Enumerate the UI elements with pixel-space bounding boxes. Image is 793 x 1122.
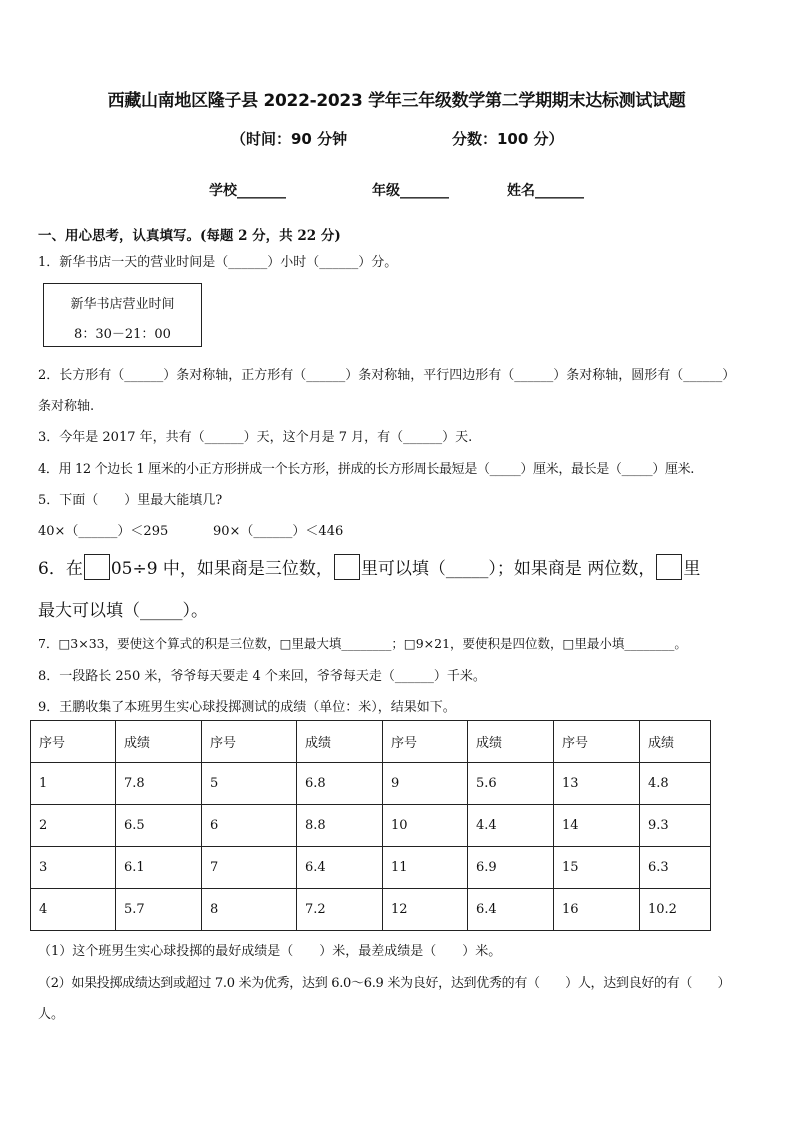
table-cell: 12 [383,889,468,931]
scores-table [30,720,711,931]
table-cell: 6.3 [640,847,711,889]
question-8: 8．一段路长 250 米，爷爷每天要走 4 个来回，爷爷每天走（______）千米。 [38,669,486,684]
table-cell: 1 [31,763,116,805]
table-cell: 6.8 [297,763,383,805]
blank-square-icon [84,554,110,580]
question-5: 5．下面（ ）里最大能填几? [38,493,223,508]
table-cell: 14 [554,805,640,847]
table-cell: 13 [554,763,640,805]
table-header-cell: 序号 [31,721,116,763]
table-header-cell: 序号 [554,721,640,763]
grade-field: 年级_______ [372,183,449,199]
exam-score: 分数：100 分） [452,130,564,148]
table-header-cell: 序号 [202,721,297,763]
question-5a: 40×（______）＜295 [38,524,169,539]
business-hours-title: 新华书店营业时间 [70,297,175,312]
question-9-1: （1）这个班男生实心球投掷的最好成绩是（ ）米，最差成绩是（ ）米。 [38,944,502,959]
table-cell: 7 [202,847,297,889]
table-cell: 9 [383,763,468,805]
table-cell: 11 [383,847,468,889]
question-9: 9．王鹏收集了本班男生实心球投掷测试的成绩（单位：米），结果如下。 [38,700,456,715]
table-cell: 7.2 [297,889,383,931]
table-header-cell: 成绩 [116,721,202,763]
page-title: 西藏山南地区隆子县 2022-2023 学年三年级数学第二学期期末达标测试试题 [107,91,686,111]
question-6-cont: 最大可以填（_____）。 [38,601,208,621]
table-cell: 15 [554,847,640,889]
table-cell: 16 [554,889,640,931]
table-header-cell: 成绩 [468,721,554,763]
table-cell: 9.3 [640,805,711,847]
table-cell: 8.8 [297,805,383,847]
question-2-cont: 条对称轴. [38,399,95,414]
table-cell: 5 [202,763,297,805]
table-cell: 5.6 [468,763,554,805]
question-7: 7．□3×33，要使这个算式的积是三位数，□里最大填________；□9×21，要使积是四位数，□里最小填________。 [38,636,687,651]
table-header-cell: 成绩 [297,721,383,763]
table-cell: 6.5 [116,805,202,847]
table-cell: 10 [383,805,468,847]
table-cell: 7.8 [116,763,202,805]
name-field: 姓名_______ [507,183,584,199]
table-cell: 6.4 [468,889,554,931]
table-cell: 10.2 [640,889,711,931]
table-cell: 5.7 [116,889,202,931]
table-cell: 2 [31,805,116,847]
question-3: 3．今年是 2017 年，共有（______）天，这个月是 7 月，有（______）天. [38,430,473,445]
table-header-cell: 成绩 [640,721,711,763]
table-row [31,889,711,931]
table-cell: 4.8 [640,763,711,805]
business-hours-box [43,283,202,347]
blank-square-icon [656,554,682,580]
table-cell: 6 [202,805,297,847]
table-row [31,763,711,805]
question-9-2: （2）如果投掷成绩达到或超过 7.0 米为优秀，达到 6.0～6.9 米为良好，达到优秀的有（ ）人，达到良好的有（ ） [38,976,731,991]
question-5b: 90×（______）＜446 [213,524,344,539]
question-6-part3: 里可以填（_____）；如果商是 两位数， [360,559,656,579]
question-6 [38,554,700,580]
table-cell: 6.1 [116,847,202,889]
table-cell: 8 [202,889,297,931]
table-cell: 4.4 [468,805,554,847]
question-6-part1: 6．在 [38,559,83,579]
school-field: 学校_______ [209,183,286,199]
question-6-part4: 里 [683,559,701,579]
question-6-part2: 05÷9 中，如果商是三位数， [110,559,333,579]
question-2: 2．长方形有（______）条对称轴，正方形有（______）条对称轴，平行四边形有（______）条对称轴，圆形有（______） [38,368,736,383]
question-4: 4．用 12 个边长 1 厘米的小正方形拼成一个长方形，拼成的长方形周长最短是（_____）厘米，最长是（_____）厘米. [38,462,695,477]
table-cell: 3 [31,847,116,889]
table-cell: 6.4 [297,847,383,889]
table-cell: 4 [31,889,116,931]
blank-square-icon [334,554,360,580]
section-heading: 一、用心思考，认真填写。(每题 2 分，共 22 分) [38,228,341,244]
business-hours-value: 8：30－21：00 [74,327,171,342]
table-header-cell: 序号 [383,721,468,763]
table-row [31,847,711,889]
exam-time: （时间：90 分钟 [231,130,348,148]
table-header-row [31,721,711,763]
table-cell: 6.9 [468,847,554,889]
question-9-2-cont: 人。 [38,1007,65,1022]
table-row [31,805,711,847]
question-1: 1．新华书店一天的营业时间是（______）小时（______）分。 [38,255,398,270]
